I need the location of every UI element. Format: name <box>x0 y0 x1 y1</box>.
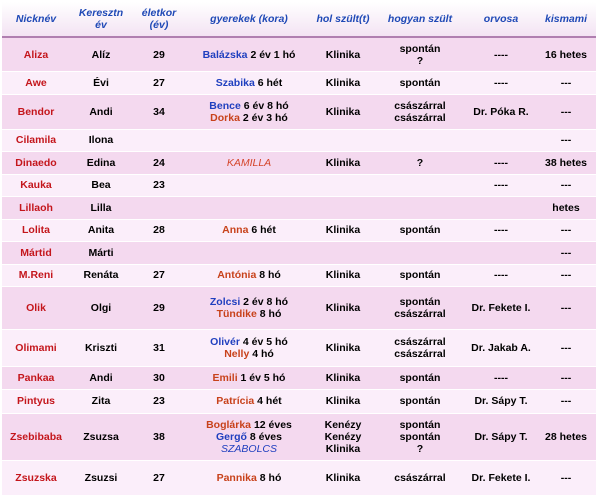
first-name-cell: Olgi <box>70 287 132 330</box>
nickname-cell: Mártid <box>2 242 70 265</box>
child-entry <box>188 296 310 308</box>
age-cell: 28 <box>132 219 186 242</box>
table-row <box>2 72 596 95</box>
birth-method-entry: spontán <box>399 77 441 90</box>
birth-place-entry: Kenézy <box>324 431 362 444</box>
child-age: 8 éves <box>249 431 282 444</box>
table-body <box>2 37 596 496</box>
children-cell <box>186 219 312 242</box>
doctor-cell: ---- <box>466 367 536 390</box>
header-doctor: orvosa <box>466 2 536 37</box>
nickname-cell: Lillaoh <box>2 197 70 220</box>
children-cell <box>186 152 312 175</box>
birth-place-cell <box>312 72 374 95</box>
child-name: Gergő <box>216 431 247 444</box>
nickname-cell: Aliza <box>2 37 70 72</box>
age-cell: 23 <box>132 174 186 197</box>
birth-method-entry: ? <box>416 156 424 169</box>
age-cell <box>132 242 186 265</box>
nickname-cell: Lolita <box>2 219 70 242</box>
nickname-cell: Pintyus <box>2 389 70 414</box>
child-age: 12 éves <box>253 419 292 432</box>
children-cell <box>186 330 312 367</box>
table-row <box>2 264 596 287</box>
birth-method-cell <box>374 330 466 367</box>
child-entry <box>188 443 310 455</box>
child-age: 6 hét <box>257 77 283 90</box>
birth-method-cell <box>374 389 466 414</box>
birth-method-entry: spontán <box>399 269 441 282</box>
child-entry <box>188 372 310 384</box>
nickname-cell: Bendor <box>2 94 70 129</box>
first-name-cell: Kriszti <box>70 330 132 367</box>
birth-place-cell <box>312 129 374 152</box>
table-row <box>2 219 596 242</box>
children-cell <box>186 242 312 265</box>
birth-method-cell <box>374 174 466 197</box>
child-entry <box>188 348 310 360</box>
doctor-cell: Dr. Fekete I. <box>466 287 536 330</box>
birth-place-cell <box>312 197 374 220</box>
child-name: Tündike <box>216 308 257 321</box>
children-cell <box>186 72 312 95</box>
table-row <box>2 152 596 175</box>
child-name: Boglárka <box>206 419 252 432</box>
first-name-cell: Alíz <box>70 37 132 72</box>
age-cell: 27 <box>132 72 186 95</box>
birth-method-entry: spontán <box>399 296 441 309</box>
doctor-cell: ---- <box>466 152 536 175</box>
birth-place-entry: Klinika <box>325 48 361 61</box>
mothers-table <box>2 2 596 496</box>
child-name: Pannika <box>216 472 257 485</box>
birth-method-cell <box>374 197 466 220</box>
pregnant-cell: --- <box>536 219 596 242</box>
children-cell <box>186 197 312 220</box>
first-name-cell: Anita <box>70 219 132 242</box>
children-cell <box>186 367 312 390</box>
birth-method-cell <box>374 72 466 95</box>
children-cell <box>186 389 312 414</box>
birth-method-entry: spontán <box>399 42 441 55</box>
table-row <box>2 37 596 72</box>
child-age: 8 hó <box>259 308 282 321</box>
child-entry <box>188 77 310 89</box>
birth-method-cell <box>374 219 466 242</box>
child-name: Bence <box>209 99 241 112</box>
birth-method-entry: spontán <box>399 224 441 237</box>
birth-method-entry: császárral <box>394 111 446 124</box>
child-age: 6 év 8 hó <box>243 99 289 112</box>
age-cell: 30 <box>132 367 186 390</box>
child-age: 4 év 5 hó <box>242 336 288 349</box>
child-entry <box>188 395 310 407</box>
doctor-cell: ---- <box>466 174 536 197</box>
birth-place-entry: Klinika <box>325 224 361 237</box>
child-age: 2 év 8 hó <box>243 296 289 309</box>
table-row <box>2 414 596 461</box>
table-row <box>2 174 596 197</box>
child-entry <box>188 49 310 61</box>
header-birth-place: hol szült(t) <box>312 2 374 37</box>
table-row <box>2 389 596 414</box>
children-cell <box>186 129 312 152</box>
birth-place-cell <box>312 367 374 390</box>
nickname-cell: Olik <box>2 287 70 330</box>
child-name: Balázska <box>202 48 248 61</box>
doctor-cell: ---- <box>466 219 536 242</box>
birth-method-entry: ? <box>416 54 424 67</box>
child-name: Olivér <box>210 336 240 349</box>
header-first-name: Keresztn év <box>70 2 132 37</box>
first-name-cell: Edina <box>70 152 132 175</box>
pregnant-cell: --- <box>536 330 596 367</box>
doctor-cell: Dr. Sápy T. <box>466 389 536 414</box>
birth-place-cell <box>312 242 374 265</box>
birth-place-entry: Klinika <box>325 269 361 282</box>
doctor-cell <box>466 129 536 152</box>
child-name: SZABOLCS <box>220 443 278 456</box>
child-entry <box>188 419 310 431</box>
child-age: 2 év 3 hó <box>242 111 288 124</box>
child-name: Patrícia <box>216 395 255 408</box>
age-cell: 27 <box>132 264 186 287</box>
nickname-cell: Kauka <box>2 174 70 197</box>
first-name-cell: Évi <box>70 72 132 95</box>
first-name-cell: Ilona <box>70 129 132 152</box>
child-age: 1 év 5 hó <box>240 371 286 384</box>
birth-place-entry: Klinika <box>325 443 361 456</box>
doctor-cell: Dr. Fekete I. <box>466 461 536 496</box>
table-row <box>2 242 596 265</box>
birth-place-entry: Klinika <box>325 395 361 408</box>
birth-place-cell <box>312 287 374 330</box>
birth-place-entry: Klinika <box>325 105 361 118</box>
first-name-cell: Zsuzsi <box>70 461 132 496</box>
age-cell <box>132 197 186 220</box>
children-cell <box>186 414 312 461</box>
age-cell: 34 <box>132 94 186 129</box>
table-row <box>2 94 596 129</box>
age-cell: 23 <box>132 389 186 414</box>
nickname-cell: Dinaedo <box>2 152 70 175</box>
doctor-cell: ---- <box>466 37 536 72</box>
birth-place-cell <box>312 94 374 129</box>
nickname-cell: Olimami <box>2 330 70 367</box>
child-name: Antónia <box>217 269 257 282</box>
pregnant-cell: 38 hetes <box>536 152 596 175</box>
children-cell <box>186 264 312 287</box>
header-age: életkor (év) <box>132 2 186 37</box>
child-age: 6 hét <box>251 224 276 237</box>
birth-method-cell <box>374 414 466 461</box>
header-birth-method: hogyan szült <box>374 2 466 37</box>
header-nickname: Nicknév <box>2 2 70 37</box>
child-entry <box>188 112 310 124</box>
doctor-cell: ---- <box>466 264 536 287</box>
nickname-cell: Zsebibaba <box>2 414 70 461</box>
birth-method-cell <box>374 129 466 152</box>
first-name-cell: Lilla <box>70 197 132 220</box>
doctor-cell <box>466 197 536 220</box>
children-cell <box>186 174 312 197</box>
age-cell: 38 <box>132 414 186 461</box>
nickname-cell: Zsuzska <box>2 461 70 496</box>
pregnant-cell: --- <box>536 389 596 414</box>
birth-method-entry: spontán <box>399 419 441 432</box>
birth-method-entry: császárral <box>394 348 446 361</box>
birth-place-cell <box>312 174 374 197</box>
child-entry <box>188 472 310 484</box>
birth-place-cell <box>312 389 374 414</box>
birth-place-cell <box>312 461 374 496</box>
birth-method-entry: császárral <box>394 472 446 485</box>
pregnant-cell: --- <box>536 129 596 152</box>
birth-place-cell <box>312 330 374 367</box>
birth-place-cell <box>312 152 374 175</box>
birth-method-cell <box>374 37 466 72</box>
pregnant-cell: --- <box>536 461 596 496</box>
child-entry <box>188 431 310 443</box>
birth-method-entry: ? <box>416 443 424 456</box>
child-age: 4 hó <box>252 348 274 361</box>
birth-method-cell <box>374 367 466 390</box>
table-row <box>2 129 596 152</box>
first-name-cell: Andi <box>70 367 132 390</box>
nickname-cell: M.Reni <box>2 264 70 287</box>
doctor-cell: ---- <box>466 72 536 95</box>
birth-place-entry: Klinika <box>325 342 361 355</box>
birth-method-cell <box>374 287 466 330</box>
child-name: Zolcsi <box>209 296 241 309</box>
child-entry <box>188 157 310 169</box>
header-row <box>2 2 596 37</box>
birth-place-entry: Klinika <box>325 156 361 169</box>
age-cell: 29 <box>132 287 186 330</box>
table-row <box>2 287 596 330</box>
first-name-cell: Bea <box>70 174 132 197</box>
birth-method-entry: császárral <box>394 99 446 112</box>
birth-method-entry: császárral <box>394 308 446 321</box>
child-entry <box>188 224 310 236</box>
birth-method-cell <box>374 264 466 287</box>
doctor-cell: Dr. Sápy T. <box>466 414 536 461</box>
birth-method-cell <box>374 461 466 496</box>
children-cell <box>186 287 312 330</box>
pregnant-cell: --- <box>536 242 596 265</box>
birth-place-cell <box>312 219 374 242</box>
birth-place-entry: Klinika <box>325 371 361 384</box>
children-cell <box>186 94 312 129</box>
pregnant-cell: --- <box>536 287 596 330</box>
first-name-cell: Andi <box>70 94 132 129</box>
child-age: 2 év 1 hó <box>250 48 296 61</box>
first-name-cell: Márti <box>70 242 132 265</box>
first-name-cell: Zsuzsa <box>70 414 132 461</box>
pregnant-cell: --- <box>536 264 596 287</box>
birth-method-cell <box>374 152 466 175</box>
birth-place-entry: Kenézy <box>324 419 362 432</box>
child-name: KAMILLA <box>226 156 272 169</box>
child-name: Emili <box>212 371 238 384</box>
header-pregnant: kismami <box>536 2 596 37</box>
pregnant-cell: --- <box>536 94 596 129</box>
table-row <box>2 197 596 220</box>
pregnant-cell: 28 hetes <box>536 414 596 461</box>
pregnant-cell: hetes <box>536 197 596 220</box>
birth-method-entry: spontán <box>399 431 441 444</box>
birth-place-entry: Klinika <box>325 472 361 485</box>
doctor-cell: Dr. Póka R. <box>466 94 536 129</box>
child-name: Anna <box>222 224 249 237</box>
first-name-cell: Zita <box>70 389 132 414</box>
children-cell <box>186 461 312 496</box>
birth-method-cell <box>374 94 466 129</box>
pregnant-cell: --- <box>536 72 596 95</box>
birth-place-entry: Klinika <box>325 302 361 315</box>
birth-place-cell <box>312 264 374 287</box>
pregnant-cell: 16 hetes <box>536 37 596 72</box>
child-entry <box>188 336 310 348</box>
children-cell <box>186 37 312 72</box>
nickname-cell: Awe <box>2 72 70 95</box>
child-name: Nelly <box>224 348 250 361</box>
birth-method-entry: császárral <box>394 336 446 349</box>
birth-method-entry: spontán <box>399 395 441 408</box>
doctor-cell: Dr. Jakab A. <box>466 330 536 367</box>
header-children: gyerekek (kora) <box>186 2 312 37</box>
nickname-cell: Cilamila <box>2 129 70 152</box>
table-row <box>2 367 596 390</box>
first-name-cell: Renáta <box>70 264 132 287</box>
birth-method-entry: spontán <box>399 371 441 384</box>
age-cell: 29 <box>132 37 186 72</box>
age-cell: 27 <box>132 461 186 496</box>
child-name: Szabika <box>215 77 255 90</box>
age-cell: 24 <box>132 152 186 175</box>
child-entry <box>188 308 310 320</box>
table-row <box>2 330 596 367</box>
table-row <box>2 461 596 496</box>
child-age: 4 hét <box>257 395 282 408</box>
child-entry <box>188 100 310 112</box>
age-cell: 31 <box>132 330 186 367</box>
child-age: 8 hó <box>259 472 282 485</box>
birth-place-cell <box>312 414 374 461</box>
doctor-cell <box>466 242 536 265</box>
child-entry <box>188 269 310 281</box>
birth-method-cell <box>374 242 466 265</box>
nickname-cell: Pankaa <box>2 367 70 390</box>
pregnant-cell: --- <box>536 174 596 197</box>
birth-place-cell <box>312 37 374 72</box>
child-name: Dorka <box>210 111 240 124</box>
age-cell <box>132 129 186 152</box>
child-age: 8 hó <box>259 269 281 282</box>
pregnant-cell: --- <box>536 367 596 390</box>
birth-place-entry: Klinika <box>325 77 361 90</box>
